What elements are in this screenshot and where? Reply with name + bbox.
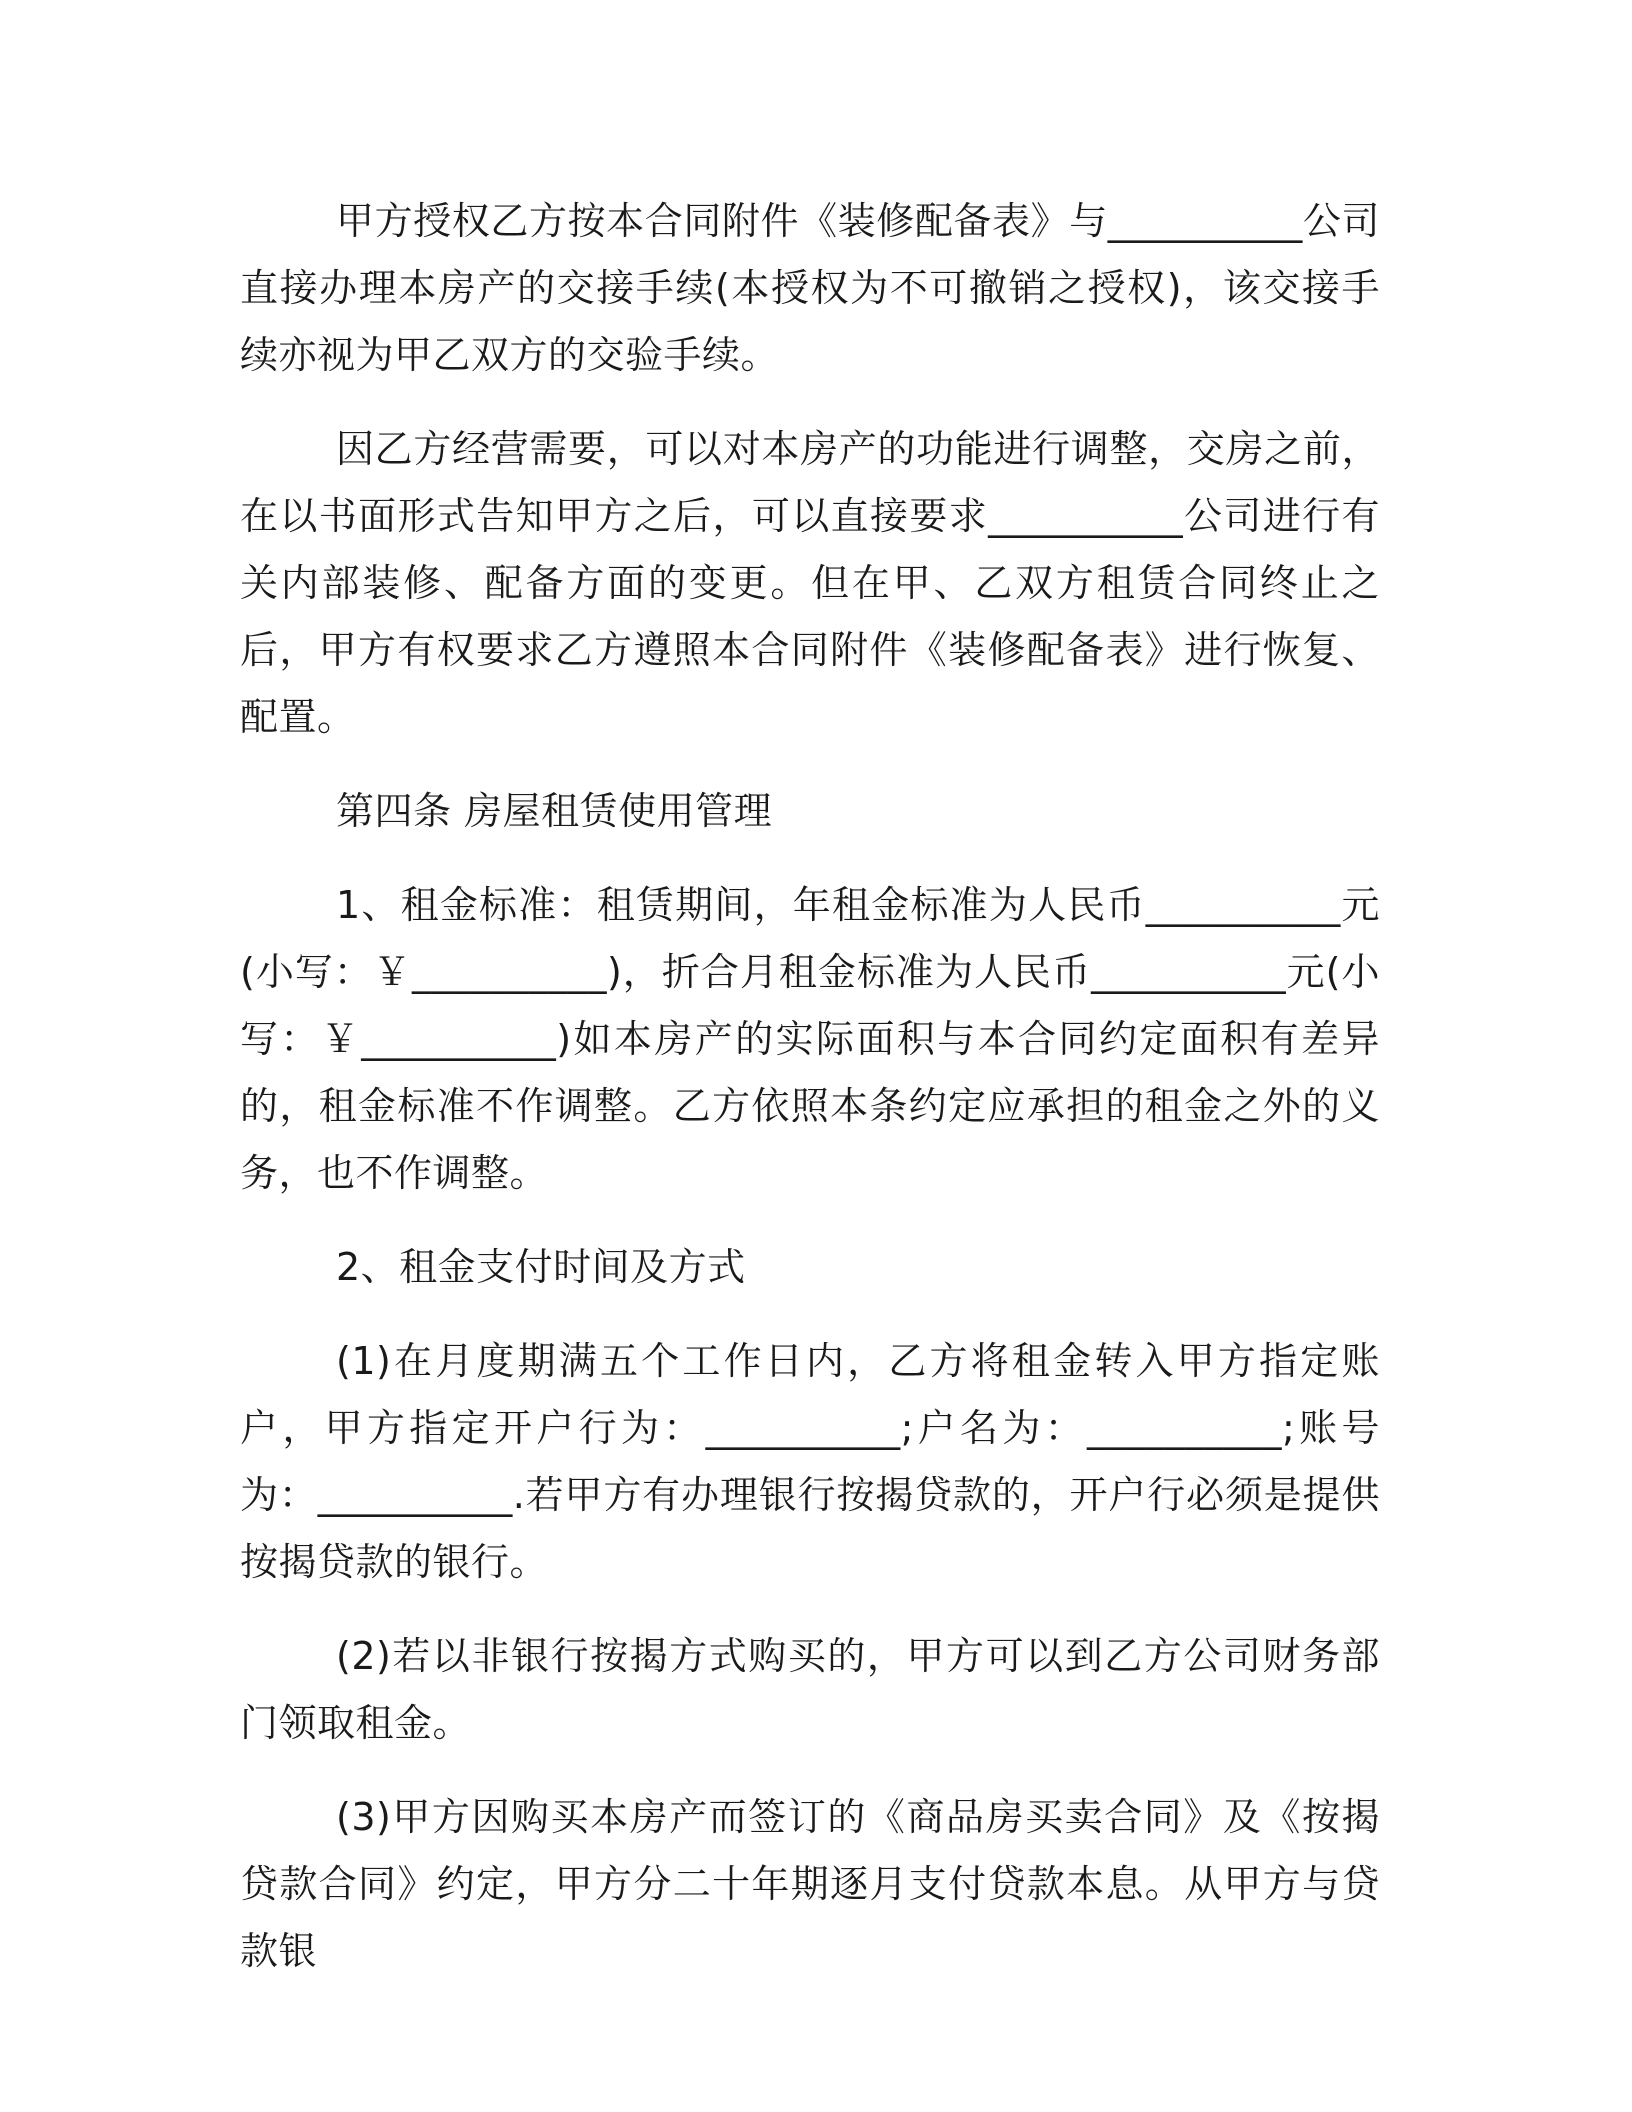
clause-payment-item-1: (1)在月度期满五个工作日内，乙方将租金转入甲方指定账户，甲方指定开户行为：__________;户名为：__________;账号为：__________.若甲方有办理银行按揭贷款的，开户行必须是提供按揭贷款的银行。 <box>240 1339 1380 1584</box>
section-heading: 第四条 房屋租赁使用管理 <box>336 789 773 833</box>
clause-rent-standard: 1、租金标准：租赁期间，年租金标准为人民币__________元(小写：￥__________)，折合月租金标准为人民币__________元(小写：￥__________)如本房产的实际面积与本合同约定面积有差异的，租金标准不作调整。乙方依照本条约定应承担的租金之外的义务，也不作调整。 <box>240 883 1380 1195</box>
paragraph-function-adjustment: 因乙方经营需要，可以对本房产的功能进行调整，交房之前，在以书面形式告知甲方之后，可以直接要求__________公司进行有关内部装修、配备方面的变更。但在甲、乙双方租赁合同终止之后，甲方有权要求乙方遵照本合同附件《装修配备表》进行恢复、配置。 <box>240 427 1380 739</box>
clause-payment-item-3: (3)甲方因购买本房产而签订的《商品房买卖合同》及《按揭贷款合同》约定，甲方分二十年期逐月支付贷款本息。从甲方与贷款银 <box>240 1795 1380 1973</box>
paragraph-handover-authorization: 甲方授权乙方按本合同附件《装修配备表》与__________公司直接办理本房产的交接手续(本授权为不可撤销之授权)，该交接手续亦视为甲乙双方的交验手续。 <box>240 199 1380 377</box>
clause-payment-heading: 2、租金支付时间及方式 <box>336 1245 746 1289</box>
document-page <box>240 188 1380 2012</box>
clause-payment-item-2: (2)若以非银行按揭方式购买的，甲方可以到乙方公司财务部门领取租金。 <box>240 1634 1380 1745</box>
